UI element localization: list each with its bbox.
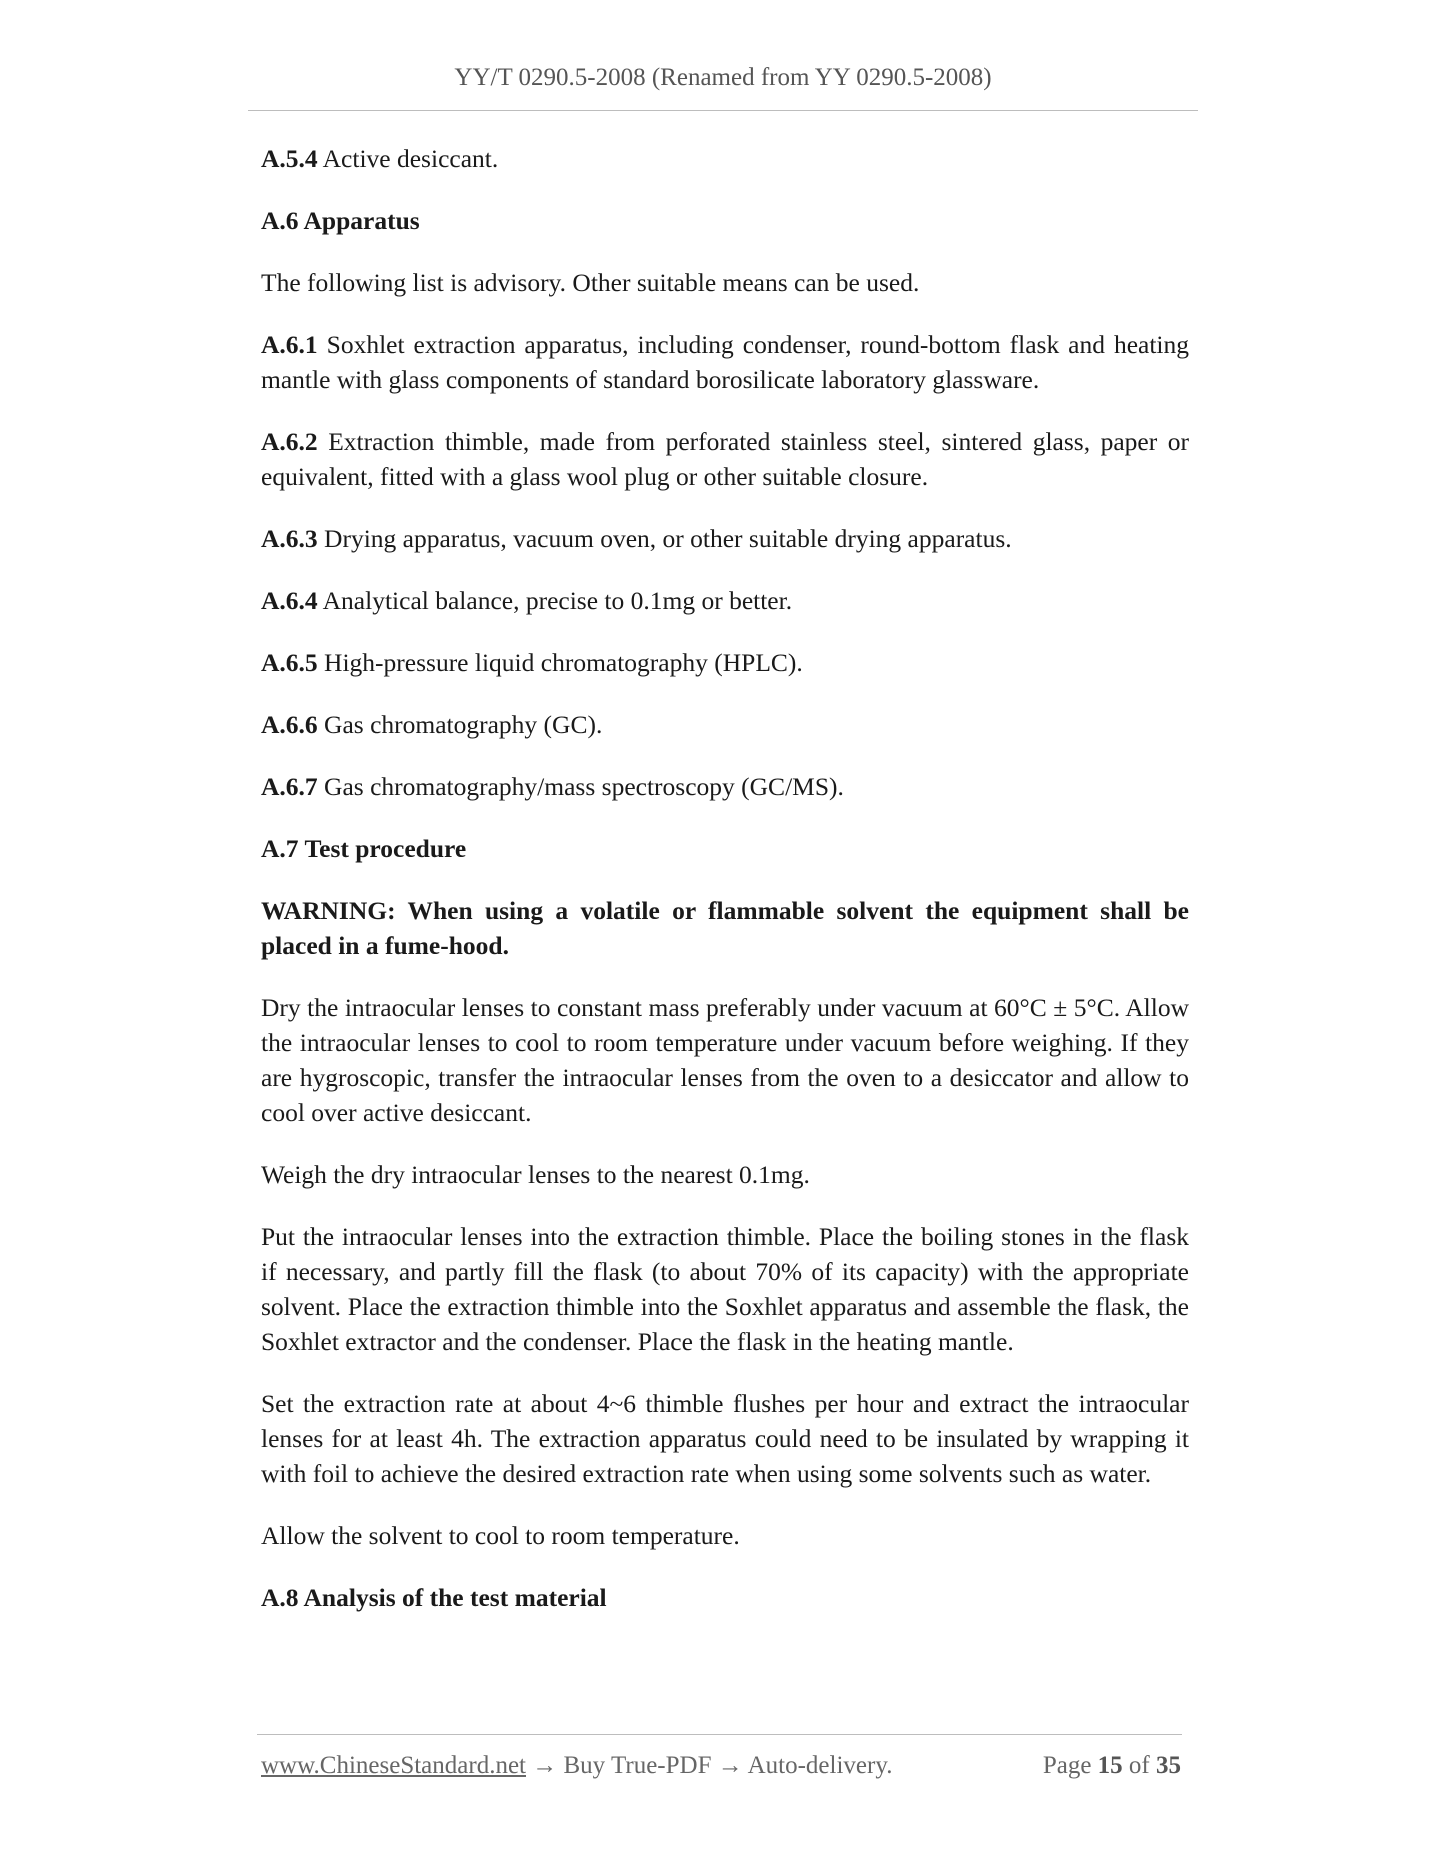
clause-number: A.6.6 [261, 710, 318, 739]
footer-promo [261, 1752, 892, 1779]
paragraph-allow: Allow the solvent to cool to room temperature. [261, 1521, 740, 1550]
clause-a-5-4 [261, 141, 1189, 176]
clause-a-6-1 [261, 327, 1189, 397]
clause-text: Active desiccant. [322, 144, 499, 173]
page-header-title: YY/T 0290.5-2008 (Renamed from YY 0290.5-2008) [454, 64, 992, 91]
clause-text: Gas chromatography/mass spectroscopy (GC/MS). [324, 772, 844, 801]
website-link[interactable]: www.ChineseStandard.net [261, 1752, 526, 1779]
footer-divider [257, 1734, 1182, 1735]
clause-text: Drying apparatus, vacuum oven, or other suitable drying apparatus. [324, 524, 1012, 553]
section-heading-a-8 [261, 1580, 1189, 1615]
clause-a-6-6 [261, 707, 1189, 742]
paragraph-a-6-intro: The following list is advisory. Other suitable means can be used. [261, 268, 920, 297]
document-body [261, 141, 1189, 1642]
clause-a-6-2 [261, 424, 1189, 494]
heading-text: A.8 Analysis of the test material [261, 1583, 607, 1612]
clause-a-6-7 [261, 769, 1189, 804]
clause-number: A.6.5 [261, 648, 318, 677]
current-page: 15 [1097, 1752, 1123, 1779]
clause-number: A.5.4 [261, 144, 318, 173]
clause-text: High-pressure liquid chromatography (HPLC). [324, 648, 803, 677]
of-label: of [1128, 1752, 1150, 1779]
paragraph-set: Set the extraction rate at about 4~6 thimble flushes per hour and extract the intraocular lenses for at least 4h. The extraction apparatus could need to be insulated by wrapping it with foil to achieve the desired extraction rate when using some solvents such as water. [261, 1389, 1189, 1488]
section-heading-a-6 [261, 203, 1189, 238]
page-number [1043, 1752, 1181, 1780]
clause-number: A.6.1 [261, 330, 318, 359]
page-footer [261, 1752, 1181, 1780]
warning-text: WARNING: When using a volatile or flammable solvent the equipment shall be placed in a fume-hood. [261, 896, 1189, 960]
clause-a-6-4 [261, 583, 1189, 618]
section-heading-a-7 [261, 831, 1189, 866]
clause-a-6-3 [261, 521, 1189, 556]
heading-text: A.7 Test procedure [261, 834, 467, 863]
clause-text: Analytical balance, precise to 0.1mg or better. [322, 586, 793, 615]
clause-number: A.6.4 [261, 586, 318, 615]
paragraph-weigh: Weigh the dry intraocular lenses to the nearest 0.1mg. [261, 1160, 810, 1189]
paragraph-dry: Dry the intraocular lenses to constant mass preferably under vacuum at 60°C ± 5°C. Allow the intraocular lenses to cool to room temperature under vacuum before weighing. If they are hygroscopic, transfer the intraocular lenses from the oven to a desiccator and allow to cool over active desiccant. [261, 993, 1189, 1127]
paragraph-put: Put the intraocular lenses into the extraction thimble. Place the boiling stones in the flask if necessary, and partly fill the flask (to about 70% of its capacity) with the appropriate solvent. Place the extraction thimble into the Soxhlet apparatus and assemble the flask, the Soxhlet extractor and the condenser. Place the flask in the heating mantle. [261, 1222, 1189, 1356]
clause-number: A.6.7 [261, 772, 318, 801]
warning-paragraph [261, 893, 1189, 963]
clause-text: Soxhlet extraction apparatus, including condenser, round-bottom flask and heating mantle with glass components of standard borosilicate laboratory glassware. [261, 330, 1189, 394]
clause-number: A.6.2 [261, 427, 318, 456]
promo-text: → Buy True-PDF → Auto-delivery. [526, 1752, 893, 1779]
page-label: Page [1042, 1752, 1092, 1779]
clause-text: Gas chromatography (GC). [324, 710, 603, 739]
clause-a-6-5 [261, 645, 1189, 680]
header-divider [248, 110, 1198, 111]
clause-text: Extraction thimble, made from perforated stainless steel, sintered glass, paper or equivalent, fitted with a glass wool plug or other suitable closure. [261, 427, 1189, 491]
clause-number: A.6.3 [261, 524, 318, 553]
total-pages: 35 [1156, 1752, 1181, 1779]
heading-text: A.6 Apparatus [261, 206, 420, 235]
